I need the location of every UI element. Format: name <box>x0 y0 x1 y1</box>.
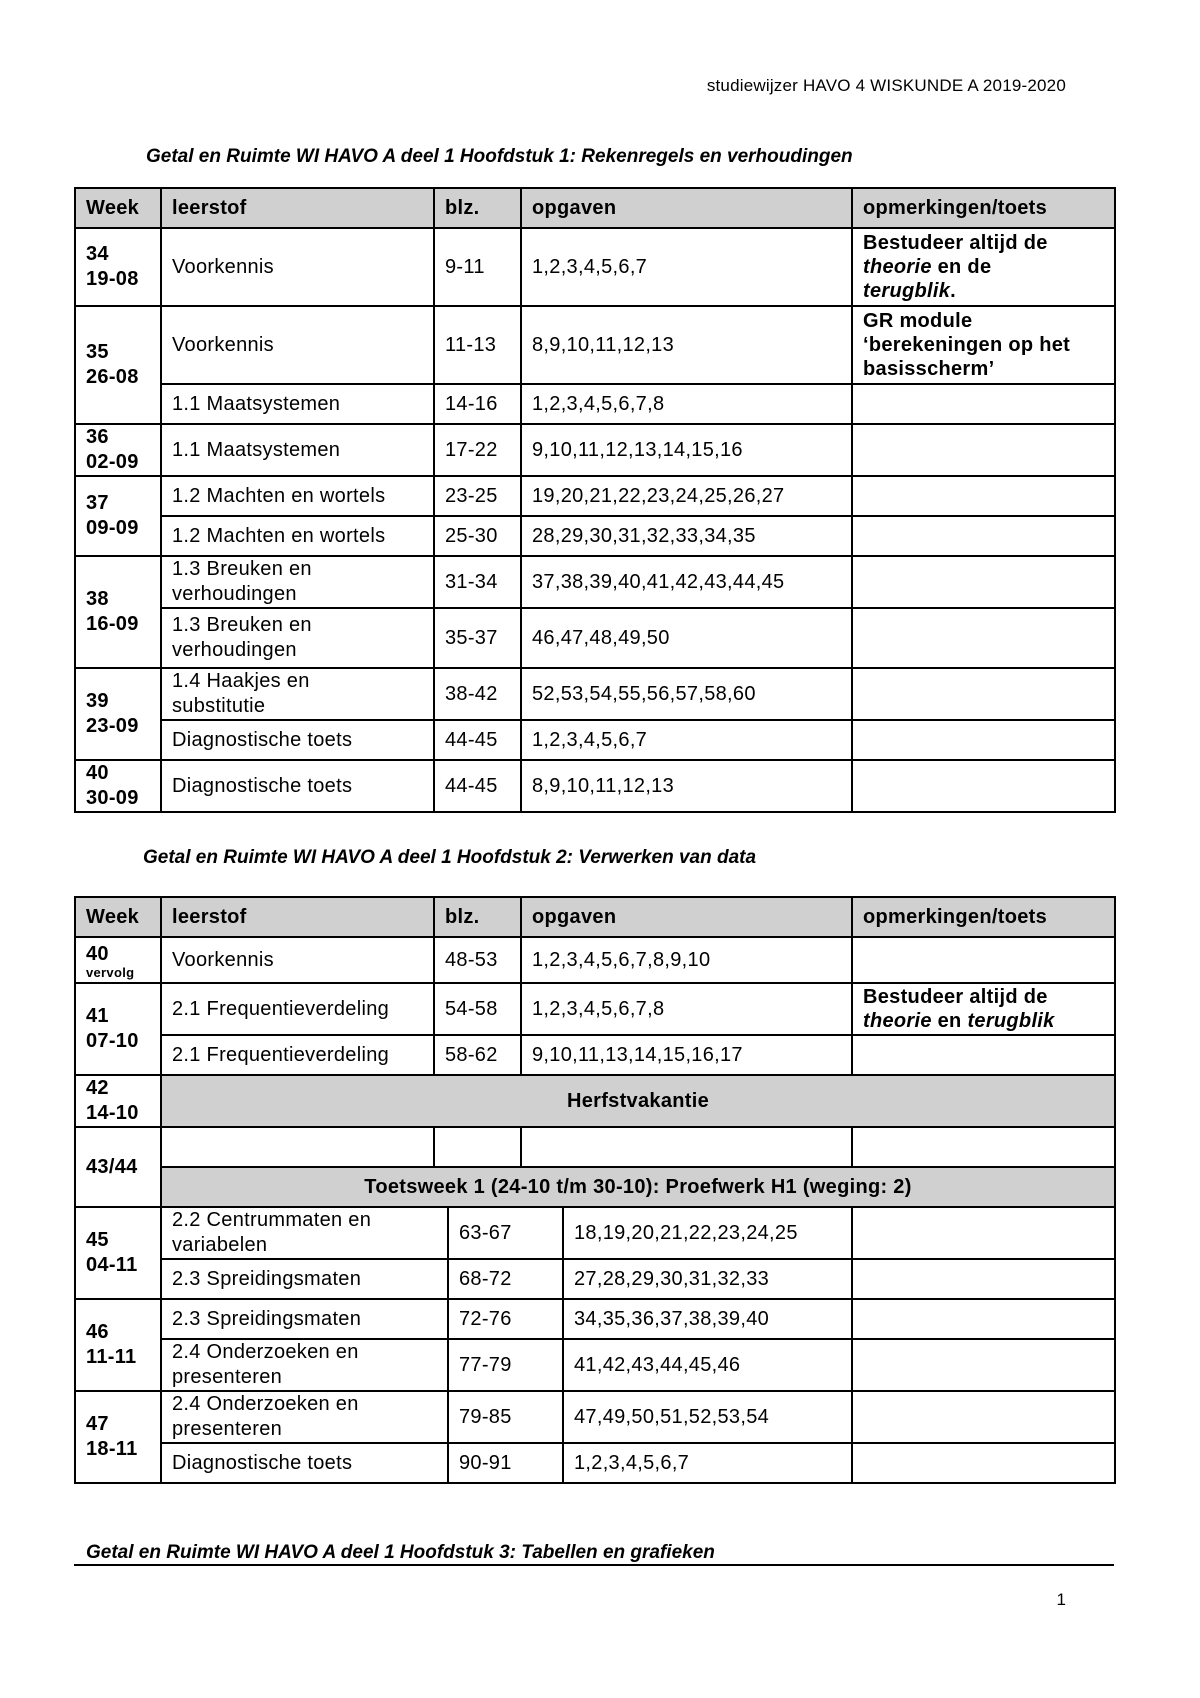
table-row <box>75 1207 1115 1259</box>
leerstof-cell: Voorkennis <box>161 937 434 983</box>
leerstof-cell: 1.1 Maatsystemen <box>161 424 434 476</box>
blz-cell: 48-53 <box>434 937 521 983</box>
note-cell: GR module ‘berekeningen op het basisscherm’ <box>852 306 1115 384</box>
leerstof-cell: 1.3 Breuken en verhoudingen <box>161 556 434 608</box>
opgaven-cell: 1,2,3,4,5,6,7,8 <box>521 384 852 424</box>
document-title: studiewijzer HAVO 4 WISKUNDE A 2019-2020 <box>706 76 1066 95</box>
note-cell <box>852 760 1115 812</box>
table-header-row <box>75 897 1115 937</box>
col-opmerkingen: opmerkingen/toets <box>852 188 1115 228</box>
chapter1-table <box>74 187 1116 813</box>
week-cell: 38 16-09 <box>75 556 161 668</box>
blz-cell: 25-30 <box>434 516 521 556</box>
opgaven-cell: 27,28,29,30,31,32,33 <box>563 1259 852 1299</box>
leerstof-cell: 1.4 Haakjes en substitutie <box>161 668 434 720</box>
opgaven-cell: 47,49,50,51,52,53,54 <box>563 1391 852 1443</box>
note-cell <box>852 424 1115 476</box>
empty-cell <box>161 1127 434 1167</box>
note-cell <box>852 1035 1115 1075</box>
week-cell: 40 30-09 <box>75 760 161 812</box>
col-blz: blz. <box>434 188 521 228</box>
week-cell: 35 26-08 <box>75 306 161 424</box>
blz-cell: 44-45 <box>434 760 521 812</box>
col-opgaven: opgaven <box>521 897 852 937</box>
blz-cell: 11-13 <box>434 306 521 384</box>
col-leerstof: leerstof <box>161 188 434 228</box>
note-cell <box>852 1299 1115 1339</box>
table-row <box>75 384 1115 424</box>
col-week: Week <box>75 188 161 228</box>
opgaven-cell: 37,38,39,40,41,42,43,44,45 <box>521 556 852 608</box>
table-row <box>75 983 1115 1035</box>
col-blz: blz. <box>434 897 521 937</box>
table-header-row <box>75 188 1115 228</box>
week-cell: 39 23-09 <box>75 668 161 760</box>
blz-cell: 58-62 <box>434 1035 521 1075</box>
table-row <box>75 1259 1115 1299</box>
note-cell <box>852 608 1115 668</box>
opgaven-cell: 19,20,21,22,23,24,25,26,27 <box>521 476 852 516</box>
leerstof-cell: Voorkennis <box>161 228 434 306</box>
chapter1-title: Getal en Ruimte WI HAVO A deel 1 Hoofdstuk 1: Rekenregels en verhoudingen <box>146 146 853 167</box>
week-cell: 40 vervolg <box>75 937 161 983</box>
blz-cell: 68-72 <box>448 1259 563 1299</box>
opgaven-cell: 34,35,36,37,38,39,40 <box>563 1299 852 1339</box>
chapter2-table-bottom <box>74 1206 1116 1484</box>
note-cell <box>852 1443 1115 1483</box>
note-cell <box>852 720 1115 760</box>
blz-cell: 9-11 <box>434 228 521 306</box>
blz-cell: 77-79 <box>448 1339 563 1391</box>
table-row <box>75 1391 1115 1443</box>
blz-cell: 23-25 <box>434 476 521 516</box>
blz-cell: 14-16 <box>434 384 521 424</box>
note-cell: Bestudeer altijd de theorie en de terugblik. <box>852 228 1115 306</box>
blz-cell: 90-91 <box>448 1443 563 1483</box>
blz-cell: 17-22 <box>434 424 521 476</box>
week-cell: 36 02-09 <box>75 424 161 476</box>
leerstof-cell: Diagnostische toets <box>161 1443 448 1483</box>
note-cell <box>852 937 1115 983</box>
leerstof-cell: 1.2 Machten en wortels <box>161 476 434 516</box>
week-cell: 42 14-10 <box>75 1075 161 1127</box>
table-row <box>75 1443 1115 1483</box>
opgaven-cell: 28,29,30,31,32,33,34,35 <box>521 516 852 556</box>
leerstof-cell: Voorkennis <box>161 306 434 384</box>
week-cell: 41 07-10 <box>75 983 161 1075</box>
note-cell <box>852 556 1115 608</box>
week-cell: 47 18-11 <box>75 1391 161 1483</box>
opgaven-cell: 9,10,11,13,14,15,16,17 <box>521 1035 852 1075</box>
chapter2-title: Getal en Ruimte WI HAVO A deel 1 Hoofdstuk 2: Verwerken van data <box>143 847 757 868</box>
table-row <box>75 1167 1115 1207</box>
col-opgaven: opgaven <box>521 188 852 228</box>
opgaven-cell: 8,9,10,11,12,13 <box>521 306 852 384</box>
table-row <box>75 1035 1115 1075</box>
chapter2-table-top <box>74 896 1116 1208</box>
page-number: 1 <box>1056 1590 1066 1609</box>
opgaven-cell: 52,53,54,55,56,57,58,60 <box>521 668 852 720</box>
leerstof-cell: Diagnostische toets <box>161 760 434 812</box>
opgaven-cell: 41,42,43,44,45,46 <box>563 1339 852 1391</box>
opgaven-cell: 18,19,20,21,22,23,24,25 <box>563 1207 852 1259</box>
opgaven-cell: 8,9,10,11,12,13 <box>521 760 852 812</box>
blz-cell: 35-37 <box>434 608 521 668</box>
week-cell: 43/44 <box>75 1127 161 1207</box>
table-row <box>75 608 1115 668</box>
week-cell: 34 19-08 <box>75 228 161 306</box>
note-cell <box>852 1391 1115 1443</box>
week-cell: 45 04-11 <box>75 1207 161 1299</box>
leerstof-cell: 2.2 Centrummaten en variabelen <box>161 1207 448 1259</box>
table-row <box>75 516 1115 556</box>
empty-cell <box>434 1127 521 1167</box>
chapter3-divider <box>74 1564 1114 1566</box>
leerstof-cell: 1.1 Maatsystemen <box>161 384 434 424</box>
opgaven-cell: 46,47,48,49,50 <box>521 608 852 668</box>
note-cell <box>852 384 1115 424</box>
week-cell: 46 11-11 <box>75 1299 161 1391</box>
blz-cell: 54-58 <box>434 983 521 1035</box>
note-cell <box>852 668 1115 720</box>
vacation-banner: Herfstvakantie <box>161 1075 1115 1127</box>
empty-cell <box>852 1127 1115 1167</box>
chapter3-title: Getal en Ruimte WI HAVO A deel 1 Hoofdstuk 3: Tabellen en grafieken <box>86 1542 715 1563</box>
opgaven-cell: 1,2,3,4,5,6,7,8 <box>521 983 852 1035</box>
col-week: Week <box>75 897 161 937</box>
table-row <box>75 937 1115 983</box>
leerstof-cell: 2.1 Frequentieverdeling <box>161 1035 434 1075</box>
leerstof-cell: 2.4 Onderzoeken en presenteren <box>161 1391 448 1443</box>
note-cell <box>852 1339 1115 1391</box>
blz-cell: 31-34 <box>434 556 521 608</box>
col-opmerkingen: opmerkingen/toets <box>852 897 1115 937</box>
opgaven-cell: 1,2,3,4,5,6,7,8,9,10 <box>521 937 852 983</box>
leerstof-cell: 2.4 Onderzoeken en presenteren <box>161 1339 448 1391</box>
opgaven-cell: 1,2,3,4,5,6,7 <box>521 720 852 760</box>
table-row <box>75 1339 1115 1391</box>
note-cell: Bestudeer altijd de theorie en terugblik <box>852 983 1115 1035</box>
note-cell <box>852 1259 1115 1299</box>
table-row <box>75 1127 1115 1167</box>
blz-cell: 63-67 <box>448 1207 563 1259</box>
table-row <box>75 1299 1115 1339</box>
blz-cell: 79-85 <box>448 1391 563 1443</box>
leerstof-cell: 1.2 Machten en wortels <box>161 516 434 556</box>
leerstof-cell: 2.3 Spreidingsmaten <box>161 1299 448 1339</box>
opgaven-cell: 1,2,3,4,5,6,7 <box>521 228 852 306</box>
blz-cell: 72-76 <box>448 1299 563 1339</box>
blz-cell: 44-45 <box>434 720 521 760</box>
leerstof-cell: 2.3 Spreidingsmaten <box>161 1259 448 1299</box>
leerstof-cell: 2.1 Frequentieverdeling <box>161 983 434 1035</box>
note-cell <box>852 516 1115 556</box>
note-cell <box>852 476 1115 516</box>
leerstof-cell: Diagnostische toets <box>161 720 434 760</box>
table-row <box>75 228 1115 306</box>
table-row <box>75 668 1115 720</box>
table-row <box>75 556 1115 608</box>
note-cell <box>852 1207 1115 1259</box>
opgaven-cell: 9,10,11,12,13,14,15,16 <box>521 424 852 476</box>
blz-cell: 38-42 <box>434 668 521 720</box>
table-row <box>75 1075 1115 1127</box>
table-row <box>75 306 1115 384</box>
table-row <box>75 476 1115 516</box>
week-cell: 37 09-09 <box>75 476 161 556</box>
col-leerstof: leerstof <box>161 897 434 937</box>
table-row <box>75 720 1115 760</box>
empty-cell <box>521 1127 852 1167</box>
leerstof-cell: 1.3 Breuken en verhoudingen <box>161 608 434 668</box>
test-week-banner: Toetsweek 1 (24-10 t/m 30-10): Proefwerk H1 (weging: 2) <box>161 1167 1115 1207</box>
table-row <box>75 760 1115 812</box>
table-row <box>75 424 1115 476</box>
opgaven-cell: 1,2,3,4,5,6,7 <box>563 1443 852 1483</box>
